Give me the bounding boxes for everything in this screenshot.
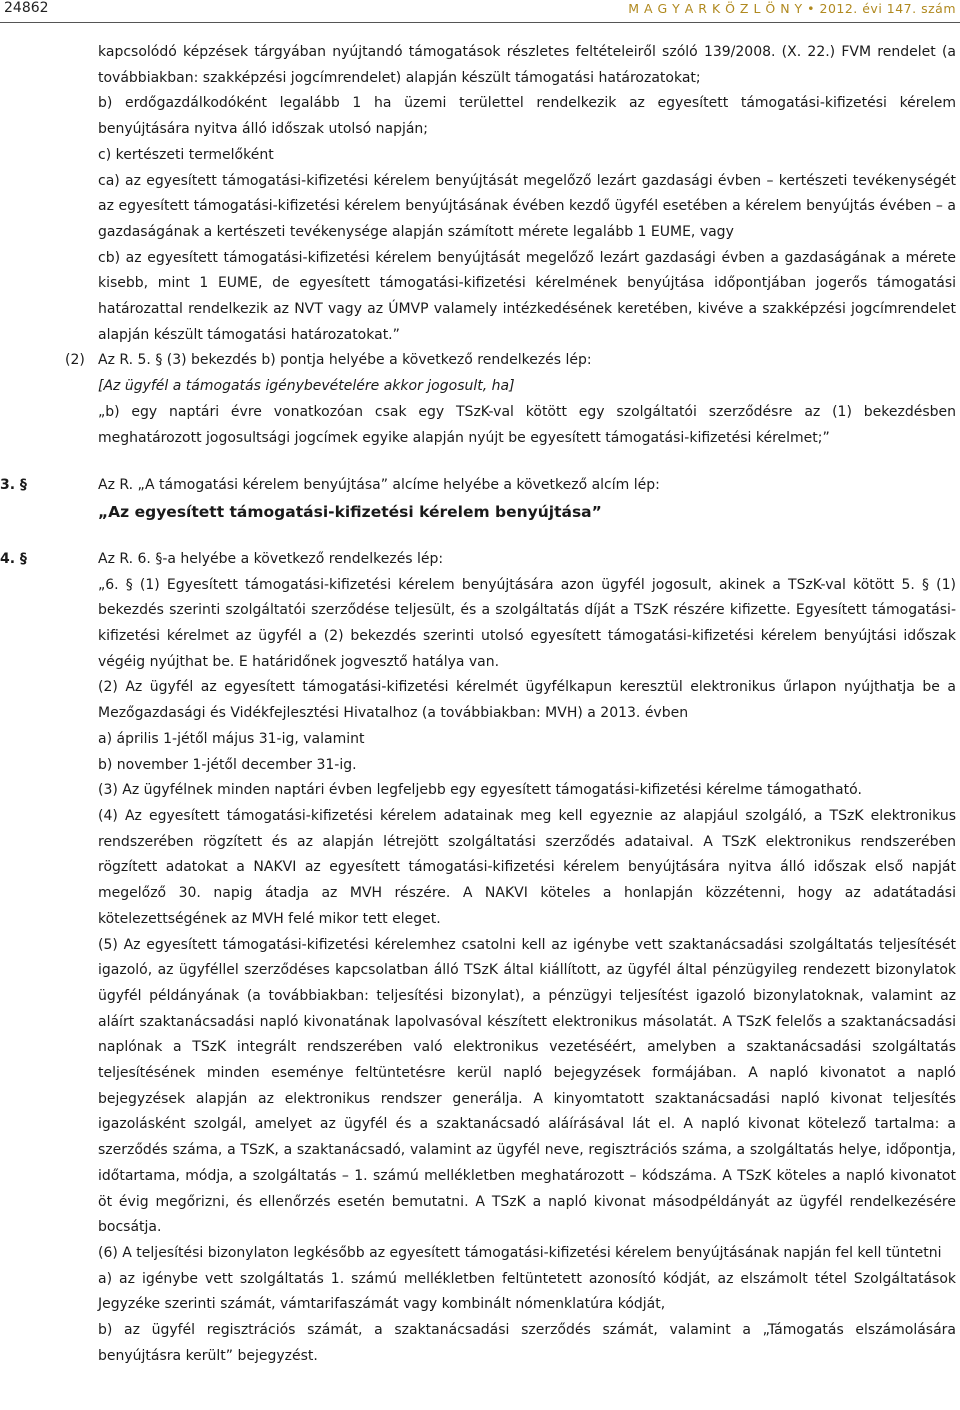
section-3-text: Az R. „A támogatási kérelem benyújtása” alcíme helyébe a következő alcím lép: <box>98 477 660 494</box>
page-number: 24862 <box>4 0 49 16</box>
amendment-2 <box>65 348 956 374</box>
paragraph-point-ca: ca) az egyesített támogatási-kifizetési kérelem benyújtását megelőző lezárt gazdasági évben – kertészeti tevékenységét az egyesített támogatási-kifizetési kérelem benyújtásának évében kezdő ügyfél esetében a kérelem benyújtás évében – a gazdaságának a kertészeti tevékenysége alapján számított mérete legalább 1 EUME, vagy <box>98 172 956 240</box>
paragraph-point-b: b) erdőgazdálkodóként legalább 1 ha üzemi területtel rendelkezik az egyesített támogatási-kifizetési kérelem benyújtására nyitva álló időszak utolsó napján; <box>98 95 956 138</box>
section-4-para: (6) A teljesítési bizonylaton legkésőbb az egyesített támogatási-kifizetési kérelem benyújtásának napján fel kell tüntetni <box>98 1244 942 1261</box>
section-4-para: (5) Az egyesített támogatási-kifizetési kérelemhez csatolni kell az igénybe vett szaktanácsadási szolgáltatás teljesítését igazoló, az ügyféllel szerződéses kapcsolatban álló TSzK által kiállított, az ügyfél által pénzügyileg rendezett bizonylatok ügyfél példányának (a továbbiakban: teljesítési bizonylat), a pénzügyi teljesítést igazoló bizonylatoknak, valamint az aláírt szaktanácsadási napló kivonatának lapolvasóval készített elektronikus másolatát. A TSzK felelős a szaktanácsadási naplónak a TSzK integrált rendszerében való elektronikus vezetéséért, amelyben a szaktanácsadási szolgáltatás teljesítésének minden eseménye feltüntetésre kerül napló bejegyzések formájában. A napló kivonatot a napló bejegyzések alapján az elektronikus rendszer generálja. A kinyomtatott szaktanácsadási napló kivonat teljesítés igazolásként szolgál, amelyet az ügyfél és a szaktanácsadó aláírásával lát el. A napló kivonat kötelező tartalma: a szerződés száma, a TSzK, a szaktanácsadó, valamint az ügyfél neve, regisztrációs száma, a szolgáltatás helye, időpontja, időtartama, módja, a szolgáltatás – 1. számú mellékletben meghatározott – kódszáma. A TSzK köteles a napló kivonatot öt évig megőrizni, és ellenőrzés esetén bemutatni. A TSzK a napló kivonat másodpéldányát az ügyfél rendelkezésére bocsátja. <box>98 936 956 1236</box>
paragraph-point-cb: cb) az egyesített támogatási-kifizetési kérelem benyújtását megelőző lezárt gazdasági évben a gazdaságának a mérete kisebb, mint 1 EUME, de egyesített támogatási-kifizetési kérelmének benyújtása időpontjában jogerős támogatási határozattal rendelkezik az NVT vagy az ÚMVP valamely intézkedésének keretében, kivéve a szakképzési jogcímrendelet alapján készült támogatási határozatokat.” <box>98 249 956 343</box>
section-4-para: b) november 1-jétől december 31-ig. <box>98 756 357 773</box>
section-4-para: (3) Az ügyfélnek minden naptári évben legfeljebb egy egyesített támogatási-kifizetési kérelme támogatható. <box>98 782 862 799</box>
section-3 <box>0 473 956 499</box>
section-4-number: 4. § <box>0 550 27 567</box>
amendment-2-italic: [Az ügyfél a támogatás igénybevételére akkor jogosult, ha] <box>98 378 515 395</box>
page-header <box>0 0 960 22</box>
paragraph-continuation: kapcsolódó képzések tárgyában nyújtandó támogatások részletes feltételeiről szóló 139/2008. (X. 22.) FVM rendelet (a továbbiakban: szakképzési jogcímrendelet) alapján készült támogatási határozatokat; <box>98 44 956 86</box>
section-4-para: „6. § (1) Egyesített támogatási-kifizetési kérelem benyújtására azon ügyfél jogosult, akinek a TSzK-val kötött 5. § (1) bekezdés szerinti szolgáltatói szerződése teljesült, és a szolgáltatás díját a TSzK részére kifizette. Egyesített támogatási-kifizetési kérelmet az ügyfél a (2) bekezdés szerinti utolsó egyesített támogatási-kifizetési kérelem benyújtási időszak végéig nyújthat be. E határidőnek jogvesztő hatálya van. <box>98 576 956 670</box>
section-4-para: a) az igénybe vett szolgáltatás 1. számú mellékletben feltüntetett azonosító kódját, az elszámolt tétel Szolgáltatások Jegyzéke szerinti számát, vámtarifaszámát vagy kombinált nómenklatúra kódját, <box>98 1270 956 1313</box>
header-rule <box>0 22 960 23</box>
section-4-para: (4) Az egyesített támogatási-kifizetési kérelem adatainak meg kell egyeznie az alapjául szolgáló, a TSzK elektronikus rendszerében rögzített és az alapján létrejött szolgáltatási szerződés adataival. A TSzK elektronikus rendszerében rögzített adatokat a NAKVI az egyesített támogatási-kifizetési kérelem benyújtására nyitva álló időszak első napját megelőző 30. napig átadja az MVH részére. A NAKVI köteles a honlapján közzétenni, hogy az adatátadási kötelezettségének az MVH felé mikor tett eleget. <box>98 807 956 927</box>
section-4 <box>0 547 956 573</box>
section-4-text: Az R. 6. §-a helyébe a következő rendelkezés lép: <box>98 550 444 567</box>
amendment-2-intro: Az R. 5. § (3) bekezdés b) pontja helyébe a következő rendelkezés lép: <box>98 352 592 369</box>
amendment-2-number: (2) <box>65 352 85 369</box>
section-4-para: b) az ügyfél regisztrációs számát, a szaktanácsadási szerződés számát, valamint a „Támogatás elszámolására benyújtásra került” bejegyzést. <box>98 1322 956 1364</box>
journal-title: M A G Y A R K Ö Z L Ö N Y • 2012. évi 147. szám <box>628 1 956 16</box>
paragraph-point-c: c) kertészeti termelőként <box>98 146 274 163</box>
document-body <box>0 40 960 1369</box>
section-3-subtitle: „Az egyesített támogatási-kifizetési kérelem benyújtása” <box>98 502 602 521</box>
amendment-2-text: „b) egy naptári évre vonatkozóan csak egy TSzK-val kötött egy szolgáltatói szerződésre az (1) bekezdésben meghatározott jogosultsági jogcímek egyike alapján nyújt be egyesített támogatási-kifizetési kérelmet;” <box>98 403 956 446</box>
section-4-para: (2) Az ügyfél az egyesített támogatási-kifizetési kérelmét ügyfélkapun keresztül elektronikus űrlapon nyújthatja be a Mezőgazdasági és Vidékfejlesztési Hivatalhoz (a továbbiakban: MVH) a 2013. évben <box>98 679 956 722</box>
section-4-para: a) április 1-jétől május 31-ig, valamint <box>98 730 365 747</box>
section-3-number: 3. § <box>0 477 27 494</box>
